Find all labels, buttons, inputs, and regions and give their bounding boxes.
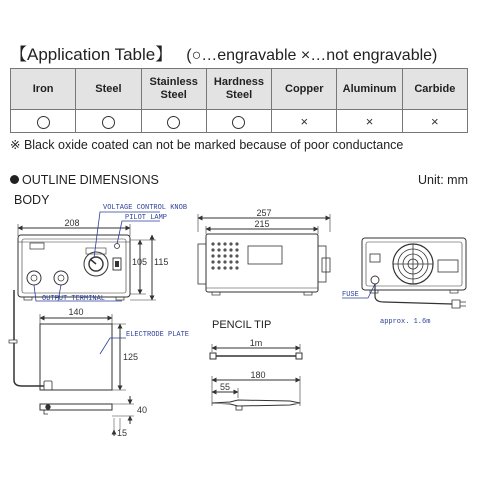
header-carbide: Carbide bbox=[402, 69, 467, 110]
not-engravable-cross-icon: × bbox=[300, 114, 309, 129]
output-terminal-callout: OUTPUT TERMINAL bbox=[42, 295, 106, 303]
electrode-plate-callout: ELECTRODE PLATE bbox=[126, 331, 190, 339]
application-table-title: 【Application Table】 bbox=[10, 45, 173, 64]
outline-title-text: OUTLINE DIMENSIONS bbox=[22, 173, 159, 187]
footnote: ※ Black oxide coated can not be marked because of poor conductance bbox=[10, 138, 404, 152]
dim-plate-width: 140 bbox=[68, 307, 84, 317]
dim-plate-depth: 125 bbox=[123, 352, 139, 362]
rear-view bbox=[362, 238, 466, 293]
application-table-legend: (○…engravable ×…not engravable) bbox=[186, 47, 438, 64]
power-plug-icon bbox=[452, 300, 466, 308]
fuse-callout: FUSE bbox=[342, 291, 359, 299]
power-cord bbox=[375, 284, 452, 304]
not-engravable-cross-icon: × bbox=[431, 114, 439, 129]
header-stainless-steel: Stainless Steel bbox=[141, 69, 206, 110]
pilot-lamp-callout: PILOT LAMP bbox=[125, 214, 168, 222]
not-engravable-cross-icon: × bbox=[365, 114, 374, 129]
dim-pencil-tip: 55 bbox=[219, 382, 231, 392]
dim-front-width: 208 bbox=[64, 218, 80, 228]
dim-plate-height: 40 bbox=[137, 405, 148, 415]
header-steel: Steel bbox=[76, 69, 141, 110]
dim-side-outer: 257 bbox=[256, 208, 272, 218]
voltage-knob-callout: VOLTAGE CONTROL KNOB bbox=[103, 204, 188, 212]
header-iron: Iron bbox=[11, 69, 76, 110]
side-vent-grille bbox=[211, 242, 238, 269]
pencil-tip-label: PENCIL TIP bbox=[212, 319, 272, 331]
dim-outer-height: 115 bbox=[154, 257, 169, 267]
cord-length-callout: approx. 1.6m bbox=[380, 318, 431, 326]
body-label: BODY bbox=[14, 193, 50, 207]
dim-pencil-length: 180 bbox=[250, 370, 266, 380]
header-hardness-steel: Hardness Steel bbox=[206, 69, 271, 110]
electrode-plate bbox=[40, 314, 134, 436]
dim-inner-height: 105 bbox=[132, 257, 148, 267]
pencil-holder-icon bbox=[44, 381, 52, 390]
dim-side-inner: 215 bbox=[254, 219, 270, 229]
unit-label: Unit: mm bbox=[418, 173, 468, 187]
header-copper: Copper bbox=[272, 69, 337, 110]
dim-pencil-cable: 1m bbox=[249, 338, 263, 348]
header-aluminum: Aluminum bbox=[337, 69, 402, 110]
dim-plate-thickness: 15 bbox=[117, 428, 128, 438]
